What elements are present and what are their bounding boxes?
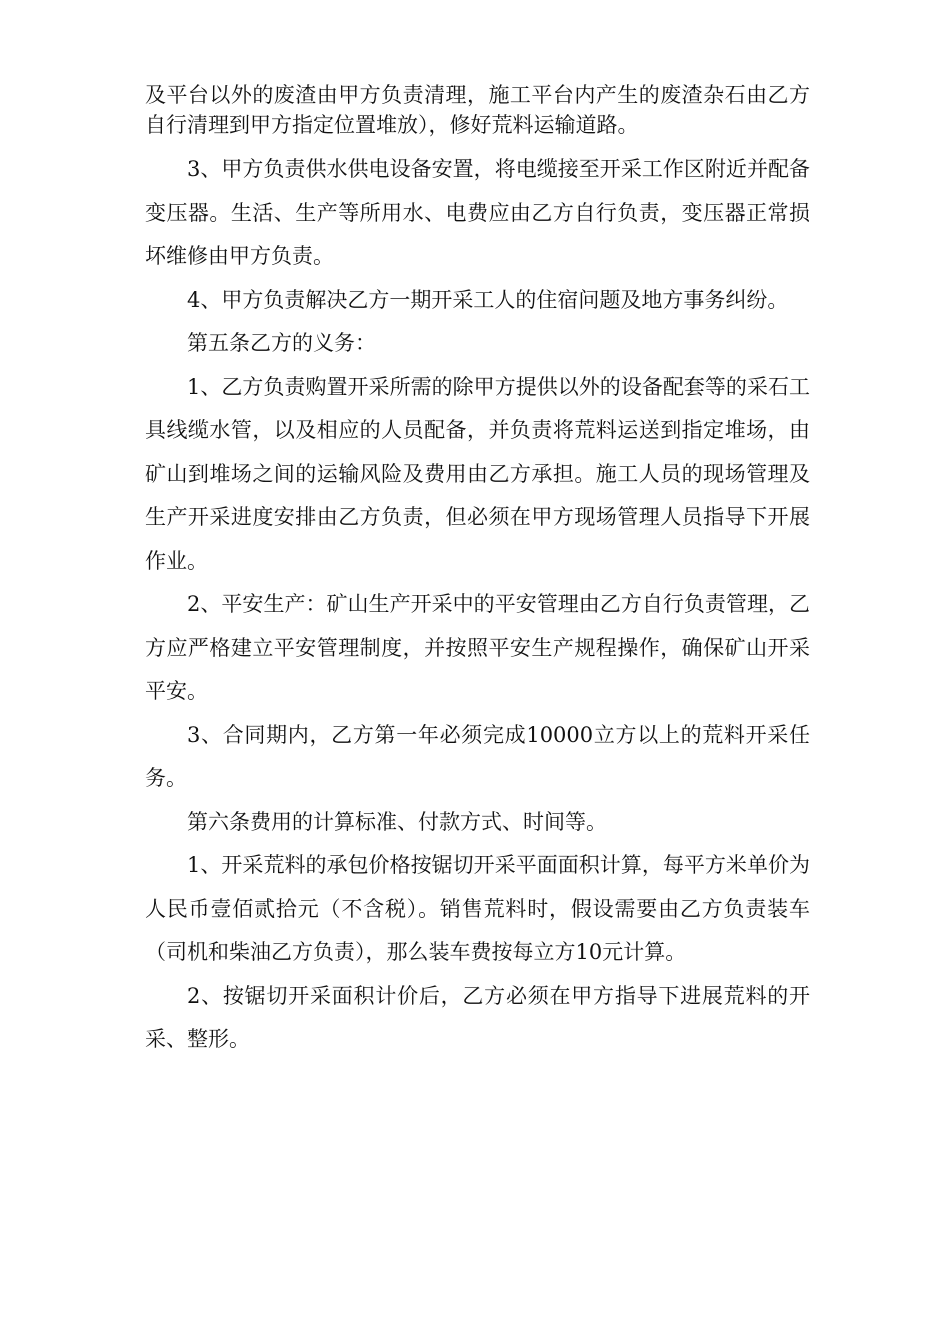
section-heading-article-5: 第五条乙方的义务：: [187, 331, 376, 355]
document-body: [145, 80, 810, 1062]
paragraph-clause-4-housing: 4、甲方负责解决乙方一期开采工人的住宿问题及地方事务纠纷。: [187, 287, 789, 312]
section-heading-article-6: 第六条费用的计算标准、付款方式、时间等。: [187, 809, 607, 834]
paragraph-party-b-quota: 3、合同期内，乙方第一年必须完成10000立方以上的荒料开采任务。: [145, 722, 810, 790]
paragraph-pricing: 1、开采荒料的承包价格按锯切开采平面面积计算，每平方米单价为人民币壹佰贰拾元（不含税）。销售荒料时，假设需要由乙方负责装车（司机和柴油乙方负责），那么装车费按每立方10元计算。: [145, 853, 810, 964]
paragraph-party-b-equipment: 1、乙方负责购置开采所需的除甲方提供以外的设备配套等的采石工具线缆水管，以及相应的人员配备，并负责将荒料运送到指定堆场，由矿山到堆场之间的运输风险及费用由乙方承担。施工人员的现场管理及生产开采进度安排由乙方负责，但必须在甲方现场管理人员指导下开展作业。: [145, 374, 810, 573]
paragraph-shaping: 2、按锯切开采面积计价后，乙方必须在甲方指导下进展荒料的开采、整形。: [145, 983, 810, 1051]
paragraph-continuation: 及平台以外的废渣由甲方负责清理，施工平台内产生的废渣杂石由乙方自行清理到甲方指定位置堆放），修好荒料运输道路。: [145, 83, 810, 137]
paragraph-party-b-safety: 2、平安生产：矿山生产开采中的平安管理由乙方自行负责管理，乙方应严格建立平安管理制度，并按照平安生产规程操作，确保矿山开采平安。: [145, 592, 810, 703]
paragraph-clause-3-power: 3、甲方负责供水供电设备安置，将电缆接至开采工作区附近并配备变压器。生活、生产等所用水、电费应由乙方自行负责，变压器正常损坏维修由甲方负责。: [145, 157, 810, 268]
